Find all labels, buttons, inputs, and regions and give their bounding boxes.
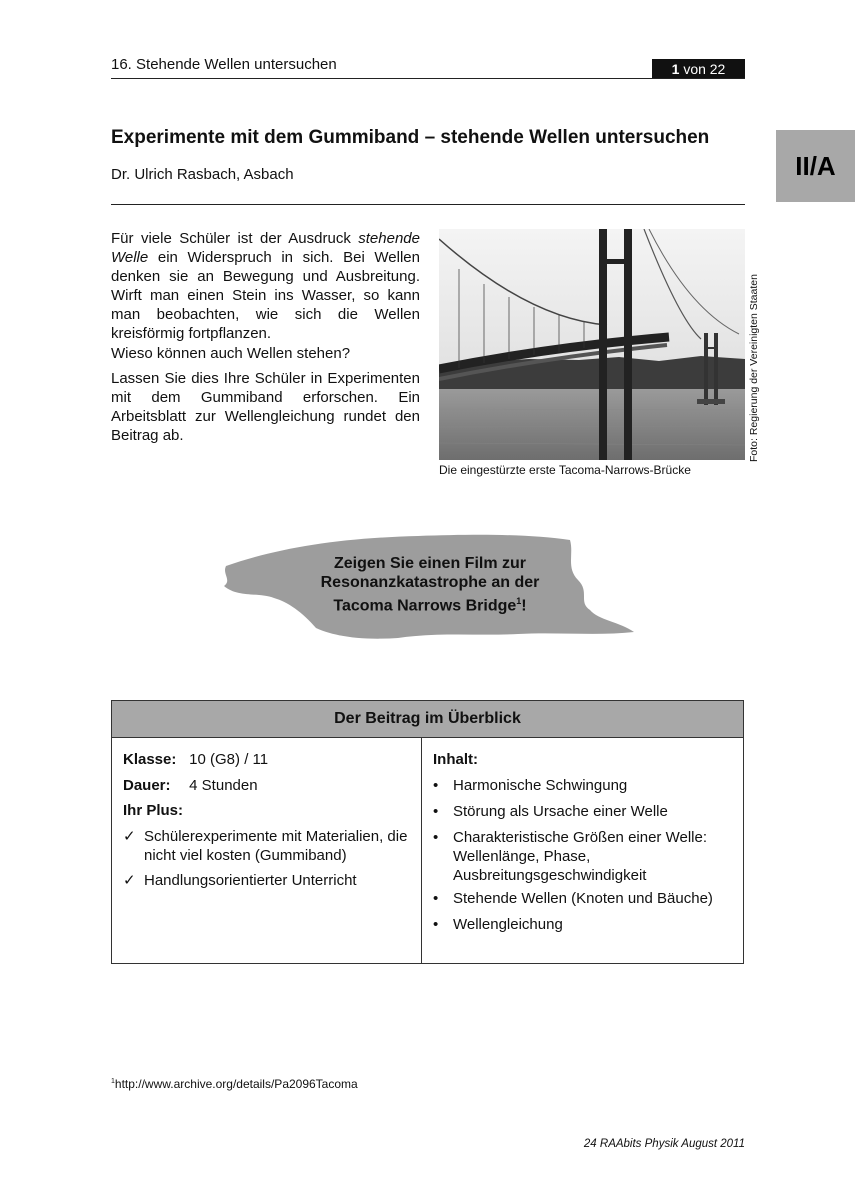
callout-footnote-mark: 1	[516, 596, 522, 606]
check-icon: ✓	[123, 872, 136, 889]
section-tab: II/A	[776, 130, 855, 202]
dauer-row	[123, 776, 258, 795]
intro-paragraph-1	[111, 229, 420, 343]
bridge-photo	[439, 229, 745, 460]
inhalt-item-text: Störung als Ursache einer Welle	[453, 803, 668, 820]
photo-caption: Die eingestürzte erste Tacoma-Narrows-Brücke	[439, 463, 691, 477]
footnote	[111, 1077, 358, 1091]
inhalt-label: Inhalt:	[433, 751, 478, 768]
bullet-icon: •	[433, 777, 439, 794]
bullet-icon: •	[433, 829, 439, 846]
dauer-label: Dauer:	[123, 777, 171, 794]
callout-end: !	[521, 597, 527, 615]
inhalt-item-text: Charakteristische Größen einer Welle: Wellenlänge, Phase, Ausbreitungsgeschwindigkeit	[453, 829, 707, 884]
photo-credit: Foto: Regierung der Vereinigten Staaten	[748, 274, 760, 462]
intro-text: ein Widerspruch in sich. Bei Wellen denken sie an Bewegung und Ausbreitung. Wirft man einen Stein ins Wasser, so kann man beobachten, wie sich die Wellen kreisförmig fortpflanzen.	[111, 249, 420, 342]
inhalt-item-text: Wellengleichung	[453, 916, 563, 933]
page-total: von 22	[683, 61, 726, 77]
intro-emphasis: stehende Welle	[111, 230, 420, 266]
plus-item	[123, 827, 413, 867]
header-divider	[111, 78, 745, 79]
header-title: 16. Stehende Wellen untersuchen	[111, 56, 337, 73]
callout-body: Zeigen Sie einen Film zur Resonanzkatastrophe an der Tacoma Narrows Bridge	[320, 555, 540, 615]
klasse-value: 10 (G8) / 11	[189, 751, 269, 768]
plus-item-text: Handlungsorientierter Unterricht	[144, 872, 357, 889]
bullet-icon: •	[433, 916, 439, 933]
footnote-url[interactable]: http://www.archive.org/details/Pa2096Tacoma	[114, 1077, 358, 1091]
intro-text: Für viele Schüler ist der Ausdruck	[111, 230, 359, 247]
article-author: Dr. Ulrich Rasbach, Asbach	[111, 166, 294, 183]
bullet-icon: •	[433, 803, 439, 820]
callout-text	[290, 554, 570, 615]
article-title: Experimente mit dem Gummiband – stehende Wellen untersuchen	[111, 127, 710, 148]
footnote-mark: 1	[111, 1078, 115, 1085]
bullet-icon: •	[433, 890, 439, 907]
intro-paragraph-2: Wieso können auch Wellen stehen?	[111, 345, 351, 362]
page-indicator	[652, 59, 745, 78]
klasse-label: Klasse:	[123, 751, 177, 768]
overview-heading: Der Beitrag im Überblick	[112, 701, 743, 738]
dauer-value: 4 Stunden	[189, 777, 258, 794]
overview-column-divider	[421, 737, 422, 963]
check-icon: ✓	[123, 828, 136, 845]
page-number: 1	[671, 61, 680, 77]
overview-table	[111, 700, 744, 964]
klasse-row	[123, 750, 268, 769]
title-divider	[111, 204, 745, 205]
intro-paragraph-3: Lassen Sie dies Ihre Schüler in Experimenten mit dem Gummiband erforschen. Ein Arbeitsblatt zur Wellengleichung rundet den Beitrag ab.	[111, 370, 420, 444]
inhalt-item-text: Stehende Wellen (Knoten und Bäuche)	[453, 890, 713, 907]
inhalt-item-text: Harmonische Schwingung	[453, 777, 628, 794]
page-footer: 24 RAAbits Physik August 2011	[583, 1138, 745, 1150]
plus-item-text: Schülerexperimente mit Materialien, die nicht viel kosten (Gummiband)	[144, 828, 408, 864]
plus-label: Ihr Plus:	[123, 802, 184, 819]
